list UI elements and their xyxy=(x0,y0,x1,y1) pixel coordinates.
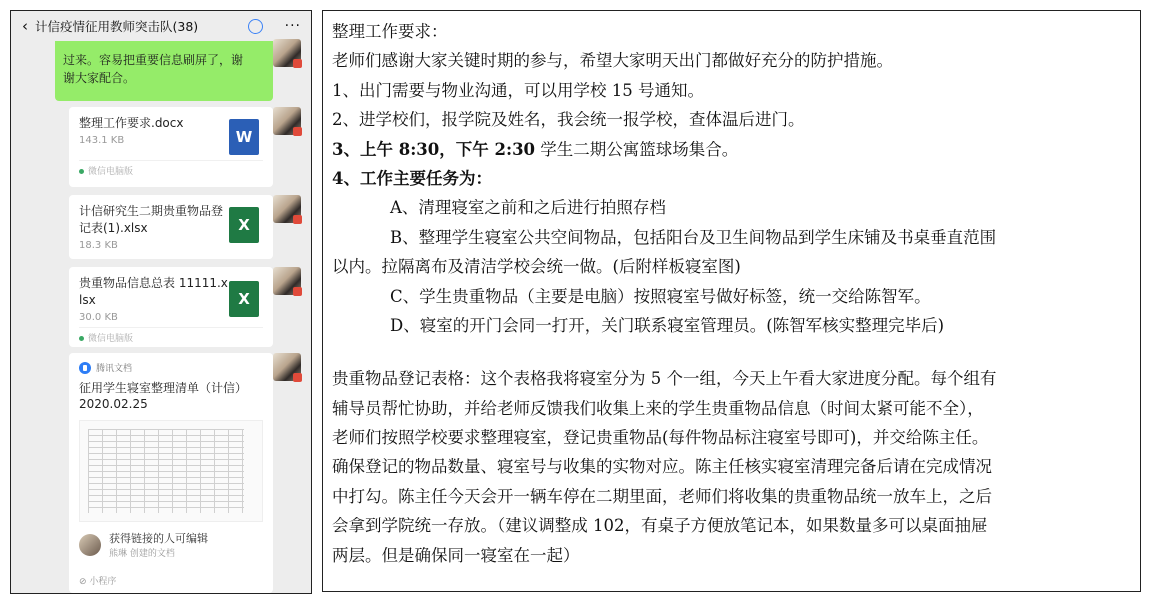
owner-avatar xyxy=(79,534,101,556)
avatar[interactable] xyxy=(273,39,301,67)
file-size: 18.3 KB xyxy=(79,240,118,251)
back-arrow-icon[interactable]: ‹ xyxy=(22,17,28,35)
avatar[interactable] xyxy=(273,267,301,295)
doc-date: 2020.02.25 xyxy=(79,397,148,411)
chat-panel xyxy=(10,10,312,594)
file-name: 贵重物品信息总表 11111.xlsx xyxy=(79,276,228,307)
doc-paragraph: 辅导员帮忙协助，并给老师反馈我们收集上来的学生贵重物品信息（时间太紧可能不全）， xyxy=(332,398,984,418)
mini-program-label: ⊘ 小程序 xyxy=(79,577,117,587)
doc-paragraph: 老师们感谢大家关键时期的参与，希望大家明天出门都做好充分的防护措施。 xyxy=(332,51,893,71)
doc-paragraph: 两层。但是确保同一寝室在一起） xyxy=(332,545,580,565)
doc-subitem: A、清理寝室之前和之后进行拍照存档 xyxy=(390,198,666,218)
doc-paragraph: 确保登记的物品数量、寝室号与收集的实物对应。陈主任核实寝室清理完备后请在完成情况 xyxy=(332,457,992,477)
doc-app-name: 腾讯文档 xyxy=(96,364,133,374)
excel-icon: X xyxy=(229,281,259,317)
doc-paragraph: 贵重物品登记表格：这个表格我将寝室分为 5 个一组，今天上午看大家进度分配。每个组有 xyxy=(332,369,997,389)
message-bubble xyxy=(55,41,273,101)
doc-item-time: 3、上午 8:30，下午 2:30 xyxy=(332,139,536,159)
doc-paragraph: 老师们按照学校要求整理寝室，登记贵重物品(每件物品标注寝室号即可)，并交给陈主任。 xyxy=(332,428,989,448)
doc-paragraph: 中打勾。陈主任今天会开一辆车停在二期里面，老师们将收集的贵重物品统一放车上，之后 xyxy=(332,486,992,506)
file-source-label: 微信电脑版 xyxy=(88,167,134,177)
doc-item: 2、进学校们，报学院及姓名，我会统一报学校，查体温后进门。 xyxy=(332,110,805,130)
paragraph-gap xyxy=(332,340,1132,364)
chat-header xyxy=(11,11,311,41)
word-icon: W xyxy=(229,119,259,155)
file-source xyxy=(79,160,263,177)
doc-item xyxy=(332,135,1132,164)
doc-thumbnail xyxy=(79,420,263,522)
doc-heading: 整理工作要求： xyxy=(332,22,448,41)
file-size: 30.0 KB xyxy=(79,312,118,323)
file-source xyxy=(79,327,263,344)
file-message-xlsx[interactable] xyxy=(69,267,273,347)
more-options-icon[interactable]: ··· xyxy=(284,18,301,34)
document-text-panel xyxy=(322,10,1141,592)
wechat-pc-icon xyxy=(79,336,84,341)
spreadsheet-preview xyxy=(88,429,244,513)
doc-item: 4、工作主要任务为： xyxy=(332,168,492,188)
wechat-pc-icon xyxy=(79,169,84,174)
file-name: 计信研究生二期贵重物品登记表(1).xlsx xyxy=(79,204,224,235)
file-source-label: 微信电脑版 xyxy=(88,334,134,344)
file-message-xlsx[interactable] xyxy=(69,195,273,259)
doc-subitem: B、整理学生寝室公共空间物品，包括阳台及卫生间物品到学生床铺及书桌垂直范围 xyxy=(390,227,997,247)
file-name: 整理工作要求.docx xyxy=(79,116,184,130)
chat-title: 计信疫情征用教师突击队(38) xyxy=(35,19,199,34)
doc-owner xyxy=(79,530,263,559)
doc-item-text: 学生二期公寓篮球场集合。 xyxy=(535,139,739,159)
doc-paragraph: 会拿到学院统一存放。（建议调整成 102，有桌子方便放笔记本，如果数量多可以桌面抽屉 xyxy=(332,516,988,536)
avatar[interactable] xyxy=(273,107,301,135)
file-message-docx[interactable] xyxy=(69,107,273,187)
doc-app-label xyxy=(79,361,263,374)
avatar[interactable] xyxy=(273,195,301,223)
message-cutoff-text xyxy=(63,41,265,51)
doc-creator: 熊琳 创建的文档 xyxy=(109,549,175,559)
file-size: 143.1 KB xyxy=(79,135,125,146)
message-line-2: 谢大家配合。 xyxy=(63,71,136,85)
shared-doc-card[interactable] xyxy=(69,353,273,593)
status-circle-icon xyxy=(248,19,263,34)
doc-title: 征用学生寝室整理清单（计信） xyxy=(79,381,248,395)
mini-program-text: 小程序 xyxy=(89,577,117,587)
doc-permission: 获得链接的人可编辑 xyxy=(109,532,208,545)
doc-subitem: D、寝室的开门会同一打开，关门联系寝室管理员。(陈智军核实整理完毕后) xyxy=(390,315,945,335)
tencent-docs-icon xyxy=(79,362,91,374)
doc-subitem: C、学生贵重物品（主要是电脑）按照寝室号做好标签，统一交给陈智军。 xyxy=(390,286,931,306)
doc-subitem-continued: 以内。拉隔离布及清洁学校会统一做。(后附样板寝室图) xyxy=(332,257,741,277)
doc-item: 1、出门需要与物业沟通，可以用学校 15 号通知。 xyxy=(332,80,704,100)
excel-icon: X xyxy=(229,207,259,243)
message-line-1: 过来。容易把重要信息刷屏了，谢 xyxy=(63,53,244,67)
avatar[interactable] xyxy=(273,353,301,381)
